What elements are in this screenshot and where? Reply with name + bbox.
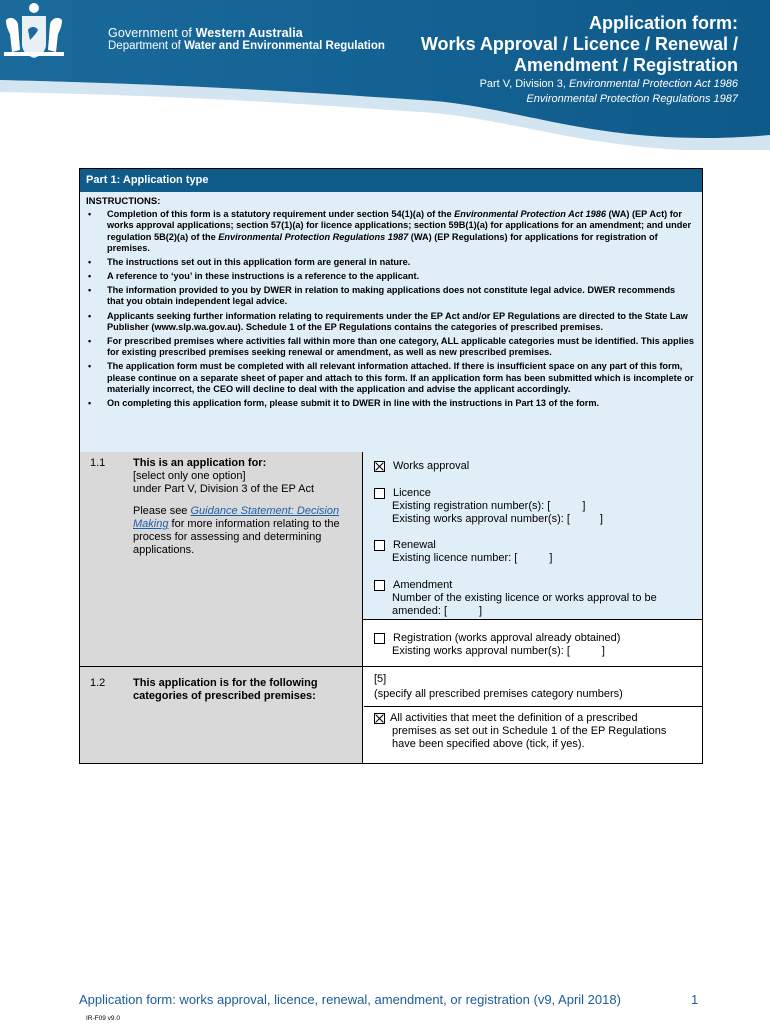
question-1-1 (80, 452, 702, 667)
registration-label: Registration (works approval already obtained) (393, 632, 621, 644)
works-approval-checkbox[interactable] (374, 461, 385, 472)
amendment-label: Amendment (393, 579, 453, 591)
instruction-text: Completion of this form is a statutory requirement under section 54(1)(a) of the (107, 209, 455, 219)
bracket-close: ] (599, 513, 603, 525)
instructions-title: INSTRUCTIONS: (86, 196, 161, 207)
registration-works-approval-field[interactable] (392, 645, 605, 658)
question-1-2-answer (364, 667, 702, 763)
government-name (108, 26, 303, 40)
existing-licence-field[interactable] (392, 552, 552, 565)
part-heading: Part 1: Application type (80, 169, 702, 192)
existing-registration-label: Existing registration number(s): [ (392, 500, 551, 512)
bracket-close: ] (601, 645, 605, 657)
question-1-1-label-cell (80, 452, 363, 666)
instruction-text: (WA) (EP Act) for works approval applications; section 57(1)(a) for licence applications; section 59B(1)(a) for applications for an amendment; and under regulation 5B(2)(a) of the (107, 209, 692, 242)
all-activities-line-1: All activities that meet the definition of a prescribed (390, 712, 638, 724)
all-activities-line-2: premises as set out in Schedule 1 of the EP Regulations (392, 725, 667, 737)
gov-prefix: Government of (108, 26, 196, 40)
instruction-item: • For prescribed premises where activities fall within more than one category, ALL applicable categories must be identified. This applies for existing prescribed premises seeking renewal or amendment, as well as new prescribed premises. (86, 336, 694, 359)
page-number: 1 (691, 992, 699, 1007)
dept-prefix: Department of (108, 40, 185, 52)
answer-divider (364, 706, 702, 707)
instruction-item: • A reference to ‘you’ in these instructions is a reference to the applicant. (86, 271, 694, 282)
amended-label: amended: [ (392, 605, 448, 617)
question-number: 1.2 (90, 677, 106, 689)
instruction-text: (WA) (EP Regulations) for applications for registration of premises. (107, 231, 658, 253)
subtitle-line-2 (480, 92, 738, 107)
instruction-regulations: Environmental Protection Regulations 1987 (218, 231, 409, 242)
subtitle-act: Environmental Protection Act 1986 (569, 78, 738, 90)
bracket-close: ] (582, 500, 586, 512)
licence-checkbox[interactable] (374, 488, 385, 499)
question-scope: under Part V, Division 3 of the EP Act (133, 483, 314, 495)
guidance-suffix: for more information relating to the process for assessing and determining applications. (133, 518, 340, 556)
works-approval-label: Works approval (393, 460, 470, 472)
header-banner (0, 0, 770, 150)
instruction-item: • The application form must be completed with all relevant information attached. If there is insufficient space on any part of this form, please continue on a separate sheet of paper and attach to this form. If an application form has been submitted which is incomplete or materially incorrect, the CEO will decline to deal with the application and advise the applicant accordingly. (86, 361, 694, 395)
licence-label: Licence (393, 487, 431, 499)
subtitle-prefix: Part V, Division 3, (479, 78, 570, 90)
question-number: 1.1 (90, 457, 106, 469)
legislation-subtitle (480, 77, 738, 107)
question-text (133, 457, 358, 557)
gov-state: Western Australia (195, 26, 303, 40)
guidance-note (133, 505, 358, 557)
question-instruction: [select only one option] (133, 470, 246, 482)
category-numbers-field[interactable] (374, 673, 386, 686)
instructions-list (86, 209, 694, 412)
amendment-checkbox[interactable] (374, 580, 385, 591)
renewal-label: Renewal (393, 539, 436, 551)
existing-works-approval-label: Existing works approval number(s): [ (392, 513, 570, 525)
title-line-2: Works Approval / Licence / Renewal / (420, 34, 738, 54)
amendment-instruction: Number of the existing licence or works approval to be (392, 592, 657, 604)
existing-works-approval-field[interactable] (392, 513, 603, 526)
question-1-2 (80, 667, 702, 763)
question-text (133, 677, 358, 703)
subtitle-regulations: Environmental Protection Regulations 1987 (526, 93, 738, 105)
bracket-close: ] (479, 605, 483, 617)
registration-works-approval-label: Existing works approval number(s): [ (392, 645, 570, 657)
title-line-1: Application form: (589, 13, 738, 33)
form-title (421, 12, 738, 76)
existing-licence-label: Existing licence number: [ (392, 552, 518, 564)
application-form-part-1 (79, 168, 703, 764)
instruction-item (86, 209, 694, 254)
category-numbers-value: [5] (374, 673, 387, 685)
all-activities-line-3: have been specified above (tick, if yes). (392, 738, 585, 750)
question-title-line-2: categories of prescribed premises: (133, 690, 316, 702)
instruction-item: • Applicants seeking further information relating to requirements under the EP Act and/or EP Regulations are directed to the State Law Publisher (www.slp.wa.gov.au). Schedule 1 of the EP Regulations contains the categories of prescribed premises. (86, 311, 694, 334)
dept-name: Water and Environmental Regulation (184, 40, 385, 52)
form-code: IR-F09 v9.0 (86, 1015, 120, 1022)
existing-registration-field[interactable] (392, 500, 585, 513)
instruction-act: Environmental Protection Act 1986 (454, 209, 606, 219)
question-title: This is an application for: (133, 457, 267, 469)
amended-number-field[interactable] (392, 605, 482, 618)
registration-checkbox[interactable] (374, 633, 385, 644)
instruction-item: • The instructions set out in this application form are general in nature. (86, 257, 694, 268)
department-name (108, 40, 385, 52)
instruction-item: • The information provided to you by DWER in relation to making applications does not constitute legal advice. DWER recommends that you obtain independent legal advice. (86, 285, 694, 308)
government-crest-icon (0, 0, 68, 60)
question-title-line-1: This application is for the following (133, 677, 318, 689)
category-numbers-hint: (specify all prescribed premises category numbers) (374, 688, 623, 700)
question-1-1-options (364, 452, 702, 666)
title-line-3: Amendment / Registration (513, 55, 738, 75)
subtitle-line-1 (480, 77, 738, 92)
bracket-close: ] (549, 552, 553, 564)
guidance-statement-link[interactable]: Guidance Statement: Decision Making (133, 505, 340, 530)
footer-title: Application form: works approval, licence, renewal, amendment, or registration (v9, April 2018) (79, 992, 621, 1007)
all-activities-checkbox[interactable] (374, 713, 385, 724)
guidance-prefix: Please see (133, 505, 191, 517)
renewal-checkbox[interactable] (374, 540, 385, 551)
instruction-item: • On completing this application form, please submit it to DWER in line with the instructions in Part 13 of the form. (86, 398, 694, 409)
question-1-2-label-cell (80, 667, 363, 763)
